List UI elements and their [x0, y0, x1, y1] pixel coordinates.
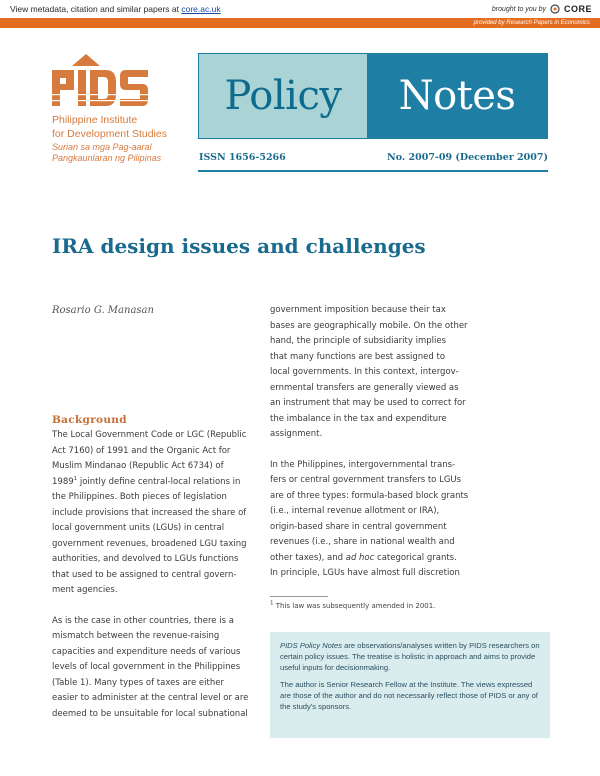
- policy-notes-infobox: [270, 632, 550, 738]
- paragraph-1: The Local Government Code or LGC (Republic Act 7160) of 1991 and the Organic Act for Muslim Mindanao (Republic Act 6734) of 1989$^1$ jointly define central-local relations in the Philippines. Both pieces of legislation include provisions that increased the share of local government units (LGUs) in central government revenues, broadened LGU taxing authorities, and devolved to LGUs functions that used to be assigned to central govern- ment agencies.: [52, 430, 247, 595]
- paragraph-2: As is the case in other countries, there is a mismatch between the revenue-raising capacities and expenditure needs of various levels of local government in the Philippines (Table 1). Many types of taxes are either easier to administer at the central level or are deemed to be unsuitable for local subnational: [52, 615, 249, 719]
- masthead: [198, 53, 548, 139]
- left-column: [52, 412, 258, 737]
- footnote: $^1$ This law was subsequently amended in 2001.: [270, 600, 436, 610]
- article-title: IRA design issues and challenges: [52, 234, 426, 258]
- core-provided-bar: [0, 18, 600, 28]
- masthead-divider: [198, 170, 548, 172]
- metadata-notice: [10, 4, 221, 14]
- section-heading: Background: [52, 414, 127, 426]
- core-logo-text[interactable]: CORE: [563, 4, 592, 14]
- metadata-text: View metadata, citation and similar papers at: [10, 4, 182, 14]
- infobox-disclaimer: The author is Senior Research Fellow at the Institute. The views expressed are those of the author and do not necessarily reflect those of PIDS or any of the study's sponsors.: [280, 680, 538, 711]
- pids-logo-icon: [52, 52, 148, 106]
- masthead-notes: Notes: [367, 54, 547, 138]
- right-column: [270, 303, 480, 597]
- infobox-description: PIDS Policy Notes are observations/analyses written by PIDS researchers on certain policy issues. The treatise is holistic in approach and aims to provide useful inputs for decisionmaking.: [280, 641, 540, 672]
- core-logo-icon: [550, 4, 560, 14]
- author-name: Rosario G. Manasan: [52, 305, 154, 316]
- paragraph-4: In the Philippines, intergovernmental trans- fers or central government transfers to LGUs are of three types: formula-based block grants (i.e., internal revenue allotment or IRA), origin-based share in central government revenues (i.e., share in national wealth and other taxes), and ad hoc categorical grants. In principle, LGUs have almost full discretion: [270, 459, 469, 578]
- paragraph-3: government imposition because their tax bases are geographically mobile. On the other hand, the principle of subsidiarity implies that many functions are best assigned to local governments. In this context, intergov- ernmental transfers are generally viewed as an instrument that may be used to correct for the imbalance in the tax and expenditure assignment.: [270, 305, 468, 439]
- masthead-policy: Policy: [199, 54, 367, 138]
- core-link[interactable]: core.ac.uk: [181, 4, 221, 14]
- footnote-marker: 1: [73, 475, 78, 482]
- brought-by-text: brought to you by: [491, 5, 546, 13]
- footnote-divider: [270, 596, 328, 597]
- pids-filipino-name: Surian sa mga Pag-aaral Pangkaunlaran ng Pilipinas: [52, 142, 162, 163]
- issn-number: ISSN 1656-5266: [199, 152, 286, 163]
- core-attribution: [492, 4, 592, 14]
- pids-name: Philippine Institute for Development Studies: [52, 114, 167, 140]
- core-banner: [0, 0, 600, 18]
- provided-by-text: provided by Research Papers in Economics: [473, 20, 590, 26]
- issue-number: No. 2007-09 (December 2007): [387, 152, 548, 163]
